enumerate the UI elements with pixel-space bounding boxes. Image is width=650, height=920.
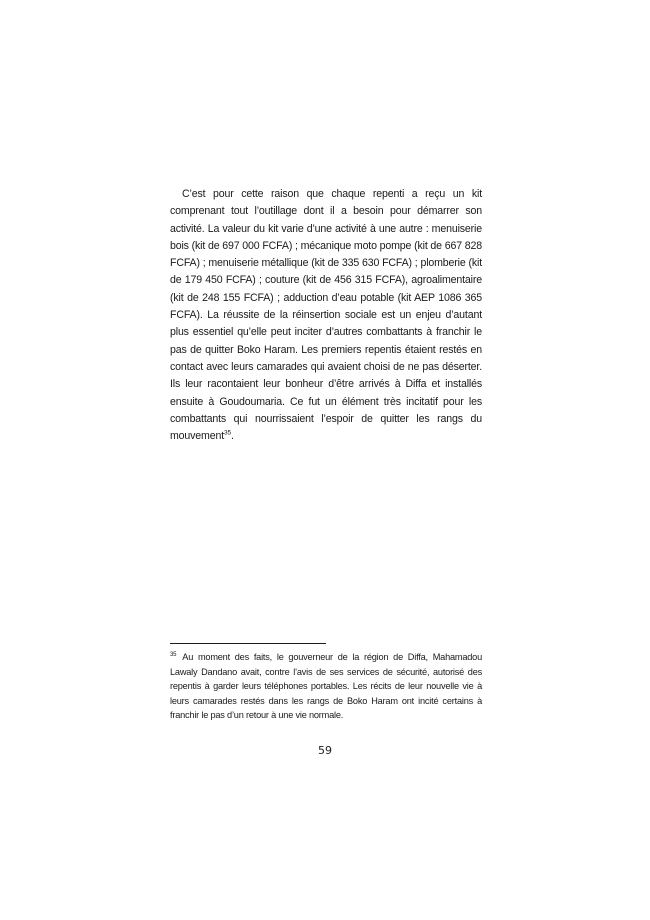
footnote <box>170 650 482 723</box>
body-paragraph-text: C’est pour cette raison que chaque repenti a reçu un kit comprenant tout l’outillage dont il a besoin pour démarrer son activité. La valeur du kit varie d’une activité à une autre : menuiserie bois (kit de 697 000 FCFA) ; mécanique moto pompe (kit de 667 828 FCFA) ; menuiserie métallique (kit de 335 630 FCFA) ; plomberie (kit de 179 450 FCFA) ; couture (kit de 456 315 FCFA), agroalimentaire (kit de 248 155 FCFA) ; adduction d’eau potable (kit AEP 1086 365 FCFA). La réussite de la réinsertion sociale est un enjeu d’autant plus essentiel qu’elle peut inciter d’autres combattants à franchir le pas de quitter Boko Haram. Les premiers repentis étaient restés en contact avec leurs camarades qui avaient choisi de ne pas déserter. Ils leur racontaient leur bonheur d’être arrivés à Diffa et installés ensuite à Goudoumaria. Ce fut un élément très incitatif pour les combattants qui nourrissaient l’espoir de quitter les rangs du mouvement <box>170 188 482 443</box>
footnote-number: 35 <box>170 651 177 658</box>
body-paragraph-end: . <box>230 430 234 443</box>
footnote-text: Au moment des faits, le gouverneur de la région de Diffa, Mahamadou Lawaly Dandano avait, contre l’avis de ses services de sécurité, autorisé des repentis à garder leurs téléphones portables. Les récits de leur nouvelle vie à leurs camarades restés dans les rangs de Boko Haram ont incité certains à franchir le pas d’un retour à une vie normale. <box>170 652 482 721</box>
page-number: 59 <box>318 744 332 757</box>
body-paragraph <box>170 186 482 445</box>
footnote-reference: 35 <box>224 429 231 437</box>
footnote-separator <box>170 643 326 644</box>
